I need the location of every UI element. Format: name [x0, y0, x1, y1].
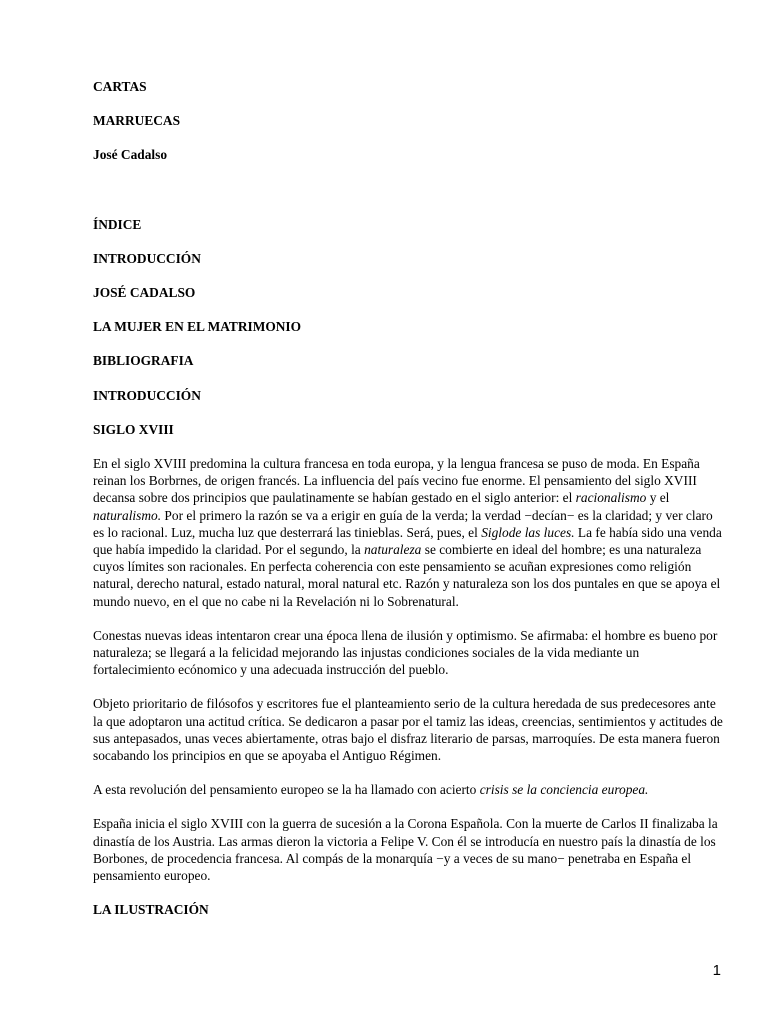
paragraph-1-italic-4: naturaleza	[364, 542, 422, 558]
paragraph-4-italic-1: crisis se la conciencia europea.	[479, 782, 649, 798]
author-name: José Cadalso	[93, 147, 168, 163]
title-line-cartas: CARTAS	[93, 79, 147, 94]
paragraph-1-text-b: y el	[646, 490, 670, 506]
paragraph-1	[93, 455, 723, 610]
page-content	[93, 78, 723, 919]
paragraph-1-text-e: se combierte en ideal del hombre; es una naturaleza cuyos límites son racionales. En perfecta coherencia con este pensamiento se acuñan expresiones como religión natural, derecho natural, estado natural, moral natural etc. Razón y naturaleza son los dos puntales en que se apoya el mundo nuevo, en el que no cabe ni la Revelación ni lo Sobrenatural.	[93, 542, 721, 609]
paragraph-4-text-a: A esta revolución del pensamiento europeo se la ha llamado con acierto	[93, 782, 480, 798]
toc-item-la-mujer: LA MUJER EN EL MATRIMONIO	[93, 319, 302, 335]
paragraph-1-text-c: Por el primero la razón se va a erigir en guía de la verda; la verdad −decían− es la claridad; y ver claro es lo racional. Luz, mucha luz que desterrará las tinieblas. Será, pues, el	[93, 507, 713, 540]
paragraph-1-text-d: La fe había sido una venda que había impedido la claridad. Por el segundo, la	[93, 524, 722, 558]
final-heading: LA ILUSTRACIÓN	[93, 902, 209, 918]
paragraph-2: Conestas nuevas ideas intentaron crear una época llena de ilusión y optimismo. Se afirmaba: el hombre es bueno por naturaleza; se llegará a la felicidad mejorando las injustas condiciones sociales de la vida mediante un fortalecimiento ecónomico y una adecuada instrucción del pueblo.	[93, 627, 718, 678]
title-line-marruecas: MARRUECAS	[93, 113, 181, 129]
page-number: 1	[712, 962, 721, 979]
paragraph-3: Objeto prioritario de filósofos y escritores fue el planteamiento serio de la cultura heredada de sus predecesores ante la que adoptaron una actitud crítica. Se dedicaron a pasar por el tamiz las ideas, creencias, sentimientos y actitudes de sus antepasados, unas veces abiertamente, otras bajo el disfraz literario de parsas, marroquíes. De esta manera fueron socabando los principios en que se apoyaba el Antiguo Régimen.	[93, 696, 723, 764]
toc-item-bibliografia: BIBLIOGRAFIA	[93, 353, 194, 369]
toc-item-introduccion: INTRODUCCIÓN	[93, 250, 201, 266]
toc-item-jose-cadalso: JOSÉ CADALSO	[93, 285, 196, 301]
paragraph-1-text-a: En el siglo XVIII predomina la cultura francesa en toda europa, y la lengua francesa se puso de moda. En España reinan los Borbrnes, de origen francés. La influencia del país vecino fue enorme. El pensamiento del siglo XVIII decansa sobre dos principios que paulatinamente se habían gestado en el siglo anterior: el	[93, 456, 700, 506]
section-heading: INTRODUCCIÓN	[93, 387, 201, 403]
subsection-heading: SIGLO XVIII	[93, 421, 174, 437]
paragraph-1-italic-1: racionalismo	[575, 490, 647, 506]
paragraph-1-italic-2: naturalismo.	[93, 507, 162, 523]
index-heading: ÍNDICE	[93, 216, 142, 232]
paragraph-4	[93, 781, 723, 798]
paragraph-1-italic-3: Siglode las luces.	[481, 524, 575, 540]
paragraph-5: España inicia el siglo XVIII con la guerra de sucesión a la Corona Española. Con la muerte de Carlos II finalizaba la dinastía de los Austria. Las armas dieron la victoria a Felipe V. Con él se introducía en nuestro país la dinastía de los Borbones, de procedencia francesa. Al compás de la monarquía −y a veces de su mano− penetraba en España el pensamiento europeo.	[93, 816, 718, 884]
